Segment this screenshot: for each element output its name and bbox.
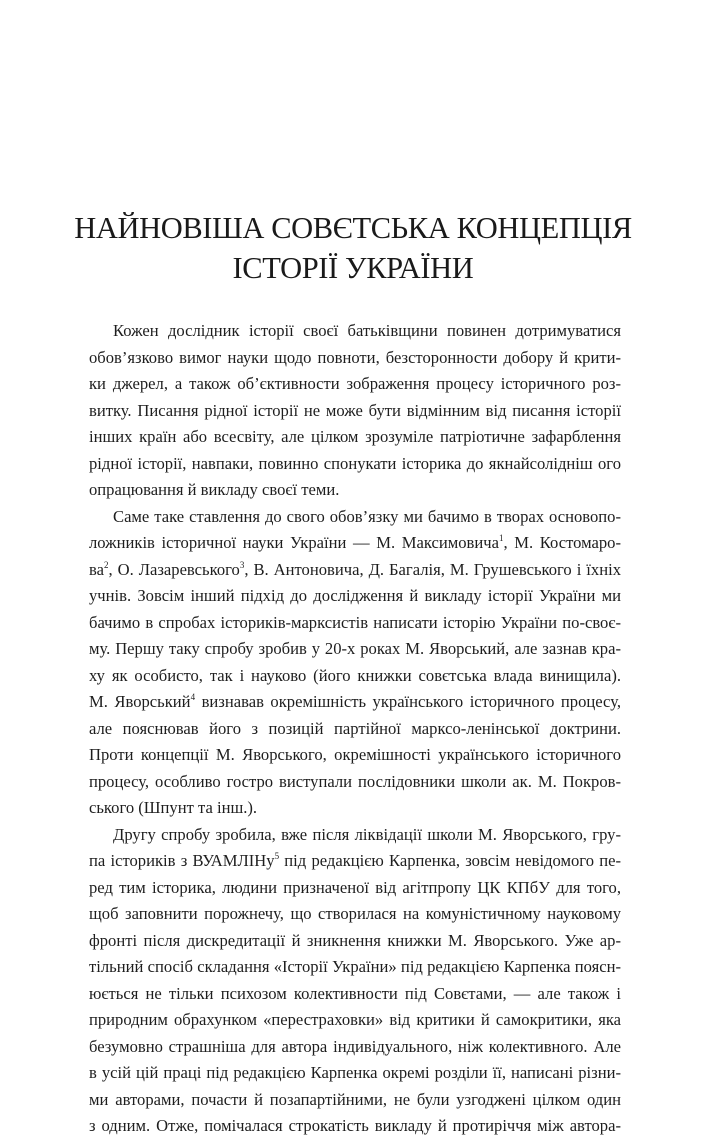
footnote-ref-2: 2 — [103, 559, 109, 570]
text-line: фронті після дискредитації й зникнення книжки М. Яворського. Уже ар- — [89, 930, 621, 950]
text-line: опрацювання й викладу своєї теми. — [89, 480, 340, 499]
text-line: в усій цій праці під редакцією Карпенка окремі розділи її, написані різни- — [89, 1063, 621, 1082]
text-line: обов’язково вимог науки щодо повноти, безсторонности добору й крити- — [89, 347, 621, 367]
text-line: тільний спосіб складання «Історії України» під редакцією Карпенка поясн- — [89, 957, 621, 976]
chapter-title-line-1: НАЙНОВІША СОВЄТСЬКА КОНЦЕПЦІЯ — [74, 211, 632, 245]
text-segment: па істориків з ВУАМЛІНу — [89, 851, 275, 870]
footnote-ref-5: 5 — [274, 851, 280, 861]
text-line: з одним. Отже, помічалася строкатість викладу й протиріччя між автора- — [89, 1116, 621, 1135]
text-segment: ложників історичної науки України — М. Максимовича — [89, 533, 499, 552]
text-line — [89, 530, 621, 557]
text-line: ки джерел, а також об’єктивности зображення процесу історичного роз- — [89, 374, 621, 393]
chapter-title-line-2: ІСТОРІЇ УКРАЇНИ — [232, 251, 474, 285]
text-line: природним обрахунком «перестраховки» від критики й самокритики, яка — [89, 1010, 621, 1029]
footnote-ref-4: 4 — [190, 692, 196, 702]
text-line: інших країн або всесвіту, але цілком зрозуміле патріотичне зафарблення — [89, 427, 621, 446]
text-line: щоб заповнити порожнечу, що створилася на комуністичному науковому — [89, 904, 621, 923]
text-line: рідної історії, навпаки, повинно спонукати історика до якнайсолідніш ого — [89, 453, 621, 473]
text-line: учнів. Зовсім інший підхід до дослідження й викладу історії України ми — [89, 586, 621, 605]
text-line: юється не тільки психозом колективности під Совєтами, — але також і — [89, 983, 621, 1003]
text-line: безумовно страшніша для автора індивідуального, ніж колективного. Але — [89, 1036, 621, 1056]
text-segment: визнавав окремішність українського історичного процесу, — [195, 692, 621, 711]
text-line: ху як особисто, так і науково (його книжки совєтська влада винищила). — [89, 665, 621, 685]
text-line — [89, 848, 621, 875]
text-line: Саме таке ставлення до свого обов’язку ми бачимо в творах основопо- — [113, 506, 621, 526]
text-line — [89, 689, 621, 716]
text-line: але пояснював його з позицій партійної марксо-ленінської доктрини. — [89, 718, 621, 738]
text-line: му. Першу таку спробу зробив у 20-х роках М. Яворський, але зазнав кра- — [89, 639, 621, 658]
text-line: ми авторами, почасти й позапартійними, не були узгоджені цілком один — [89, 1089, 621, 1109]
text-line — [89, 557, 621, 584]
text-segment: під редакцією Карпенка, зовсім невідомого пе- — [279, 851, 621, 870]
text-segment: , В. Антоновича, Д. Багалія, М. Грушевського і їхніх — [244, 559, 621, 579]
footnote-ref-1: 1 — [499, 533, 504, 543]
text-line: Другу спробу зробила, вже після ліквідації школи М. Яворського, гру- — [113, 824, 621, 844]
text-segment: , М. Костомаро- — [503, 533, 621, 552]
text-segment: ва — [89, 559, 104, 579]
text-line: процесу, особливо гостро виступали послідовники школи ак. М. Покров- — [89, 771, 621, 791]
text-line: ред тим історика, людини призначеної від агітпропу ЦК КПбУ для того, — [89, 877, 621, 897]
text-segment: , О. Лазаревського — [108, 559, 240, 579]
body-text — [89, 318, 621, 1140]
text-segment: М. Яворський — [89, 692, 191, 711]
text-line: Кожен дослідник історії своєї батьківщини повинен дотримуватися — [113, 321, 621, 340]
text-line: витку. Писання рідної історії не може бути відмінним від писання історії — [89, 400, 621, 420]
text-line: Проти концепції М. Яворського, окремішності українського історичного — [89, 745, 621, 764]
text-line: бачимо в спробах істориків-марксистів написати історію України по-своє- — [89, 612, 621, 632]
footnote-ref-3: 3 — [239, 559, 245, 570]
text-line: ського (Шпунт та інш.). — [89, 798, 258, 817]
